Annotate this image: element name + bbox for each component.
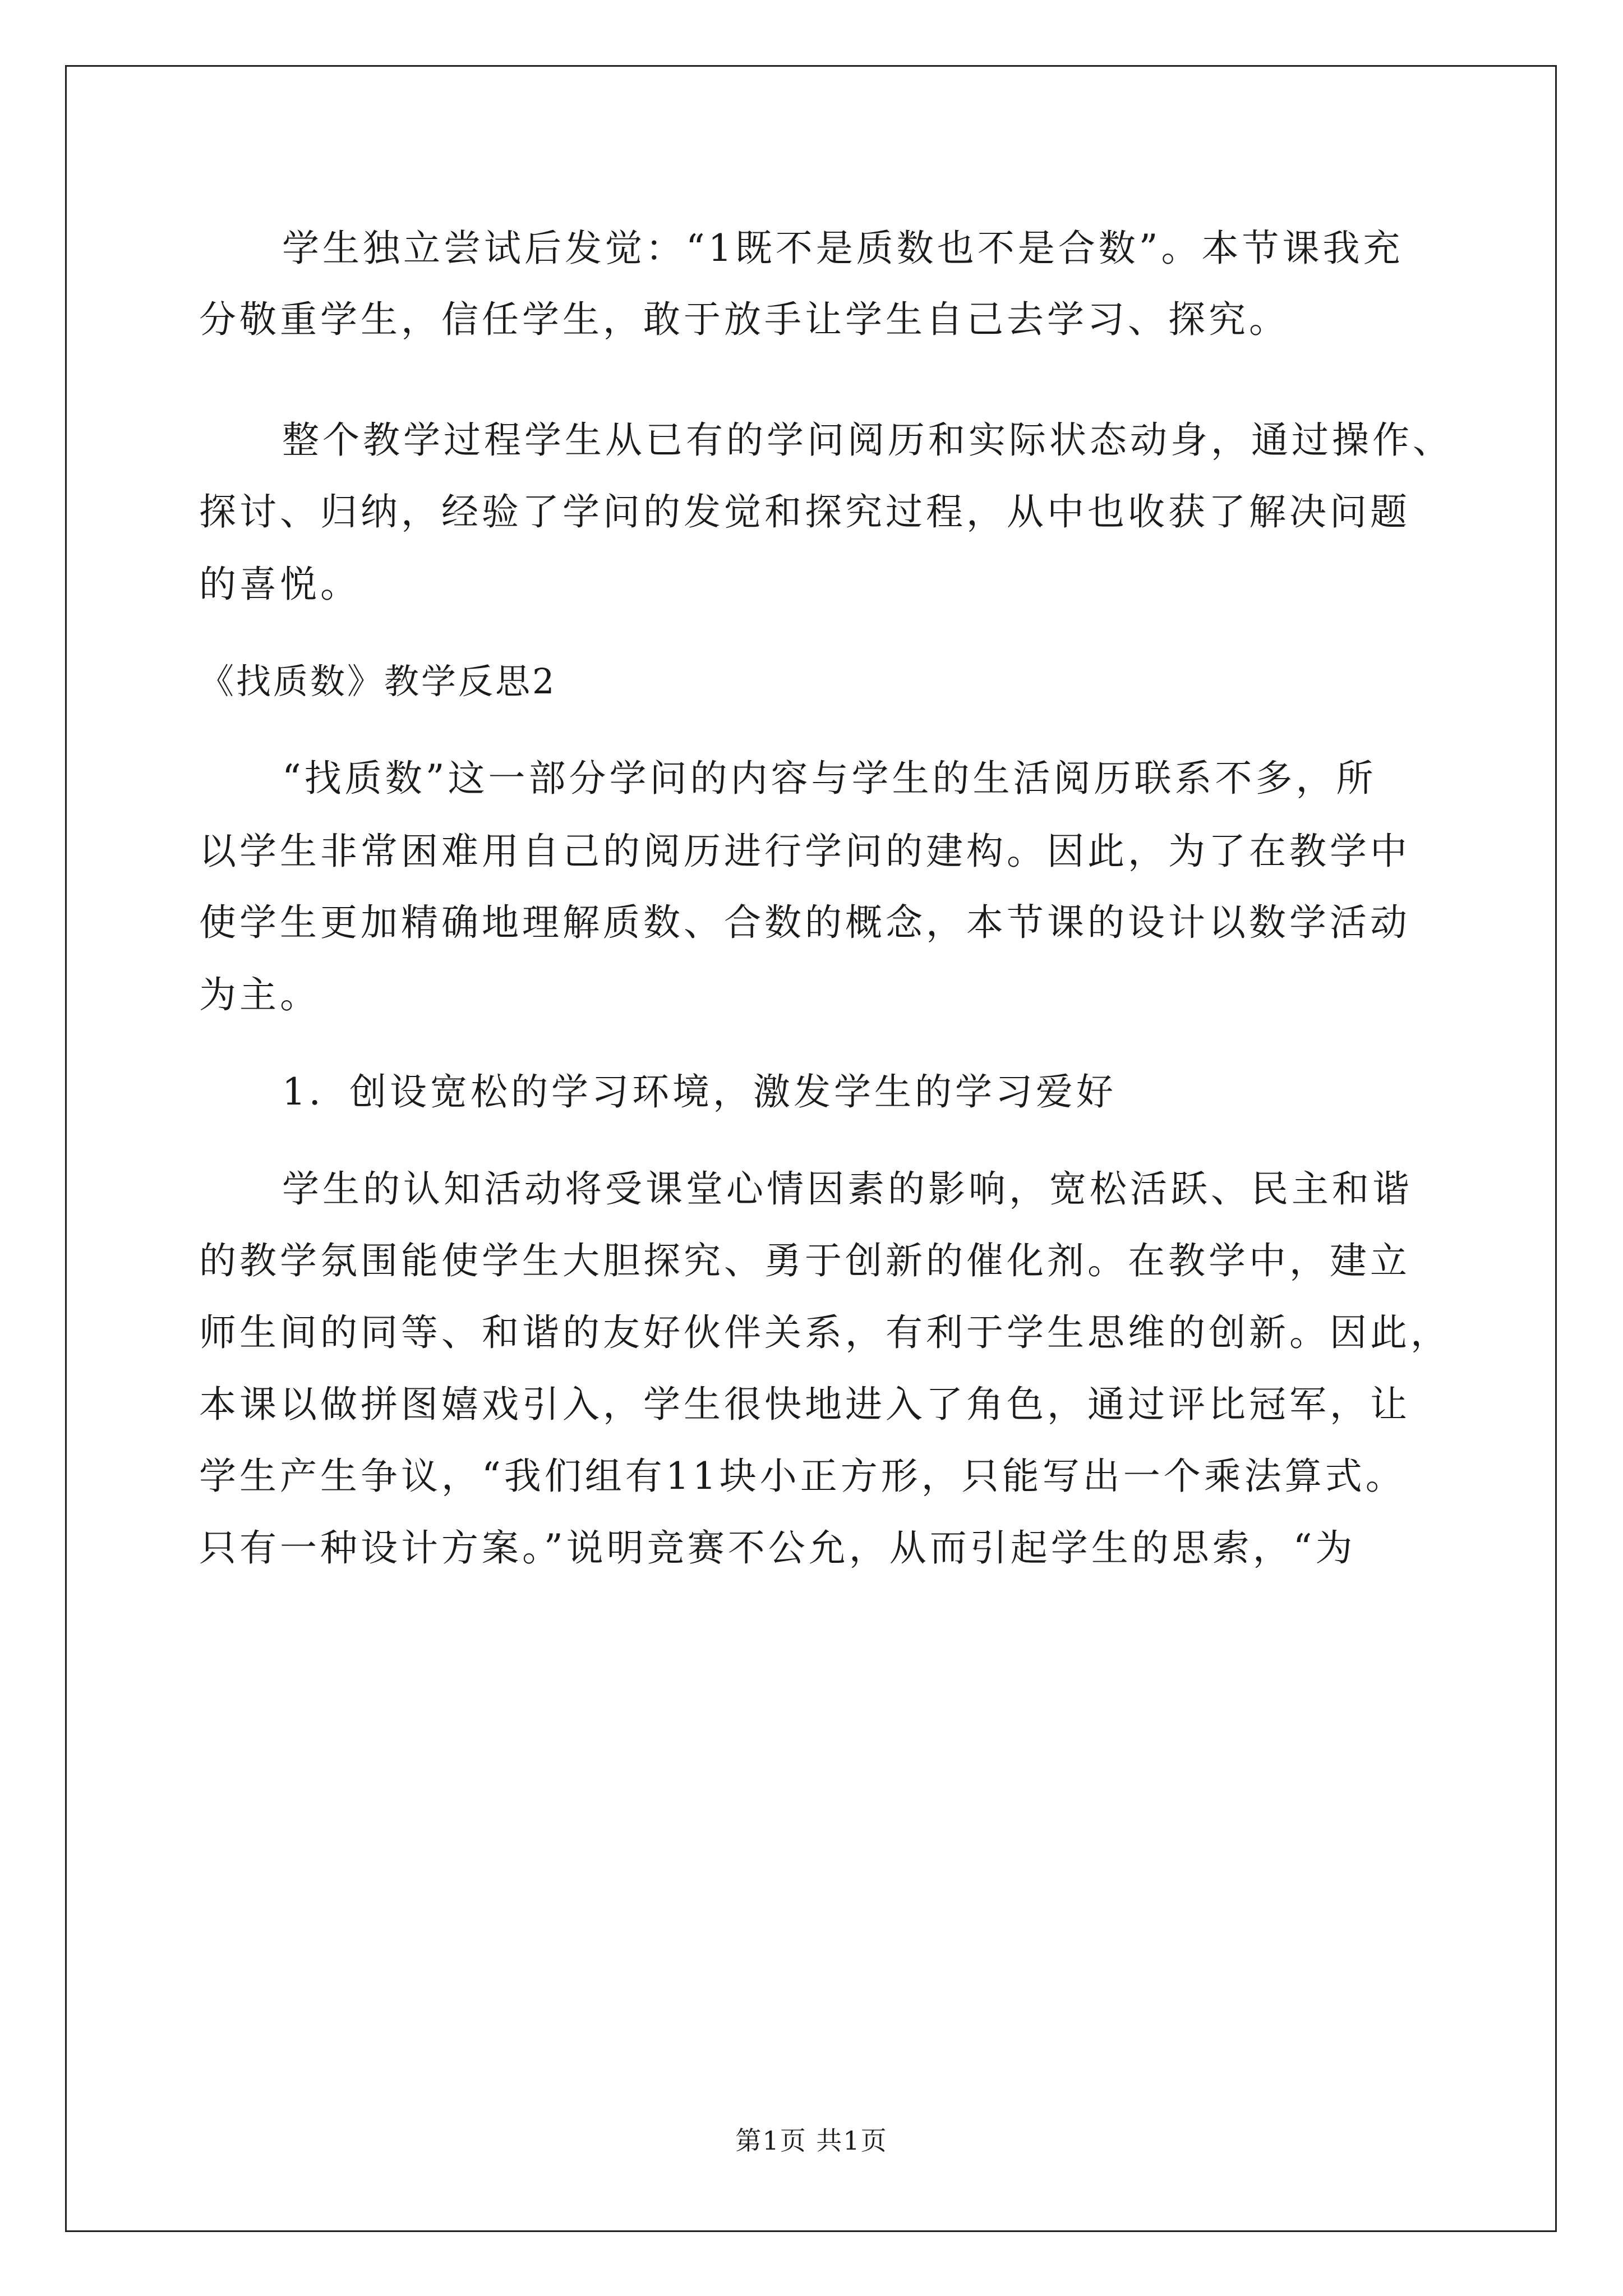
paragraph-line: 分敬重学生，信任学生，敢于放手让学生自己去学习、探究。 [199, 298, 1289, 341]
paragraph-line: “找质数”这一部分学问的内容与学生的生活阅历联系不多，所 [282, 757, 1377, 800]
paragraph-line: 师生间的同等、和谐的友好伙伴关系，有利于学生思维的创新。因此， [199, 1311, 1451, 1354]
paragraph-line: 学生产生争议，“我们组有11块小正方形，只能写出一个乘法算式。 [199, 1455, 1406, 1498]
paragraph-line: 探讨、归纳，经验了学问的发觉和探究过程，从中也收获了解决问题 [199, 490, 1410, 533]
page-border [65, 65, 1557, 2232]
paragraph-line: 只有一种设计方案。”说明竞赛不公允，从而引起学生的思索，“为 [199, 1526, 1356, 1570]
paragraph-line: 为主。 [199, 973, 320, 1016]
paragraph-line: 的教学氛围能使学生大胆探究、勇于创新的催化剂。在教学中，建立 [199, 1239, 1410, 1282]
paragraph-line: 以学生非常困难用自己的阅历进行学问的建构。因此，为了在教学中 [199, 830, 1410, 873]
paragraph-line: 学生的认知活动将受课堂心情因素的影响，宽松活跃、民主和谐 [282, 1167, 1413, 1211]
paragraph-line: 学生独立尝试后发觉：“1既不是质数也不是合数”。本节课我充 [282, 227, 1404, 270]
paragraph-line: 使学生更加精确地理解质数、合数的概念，本节课的设计以数学活动 [199, 901, 1410, 944]
paragraph-line: 本课以做拼图嬉戏引入，学生很快地进入了角色，通过评比冠军，让 [199, 1383, 1410, 1426]
paragraph-line: 的喜悦。 [199, 563, 361, 606]
page-number-footer: 第1页 共1页 [735, 2125, 888, 2156]
section-heading: 《找质数》教学反思2 [199, 661, 557, 702]
list-item-heading: 1．创设宽松的学习环境，激发学生的学习爱好 [282, 1070, 1117, 1114]
paragraph-line: 整个教学过程学生从已有的学问阅历和实际状态动身，通过操作、 [282, 418, 1453, 462]
